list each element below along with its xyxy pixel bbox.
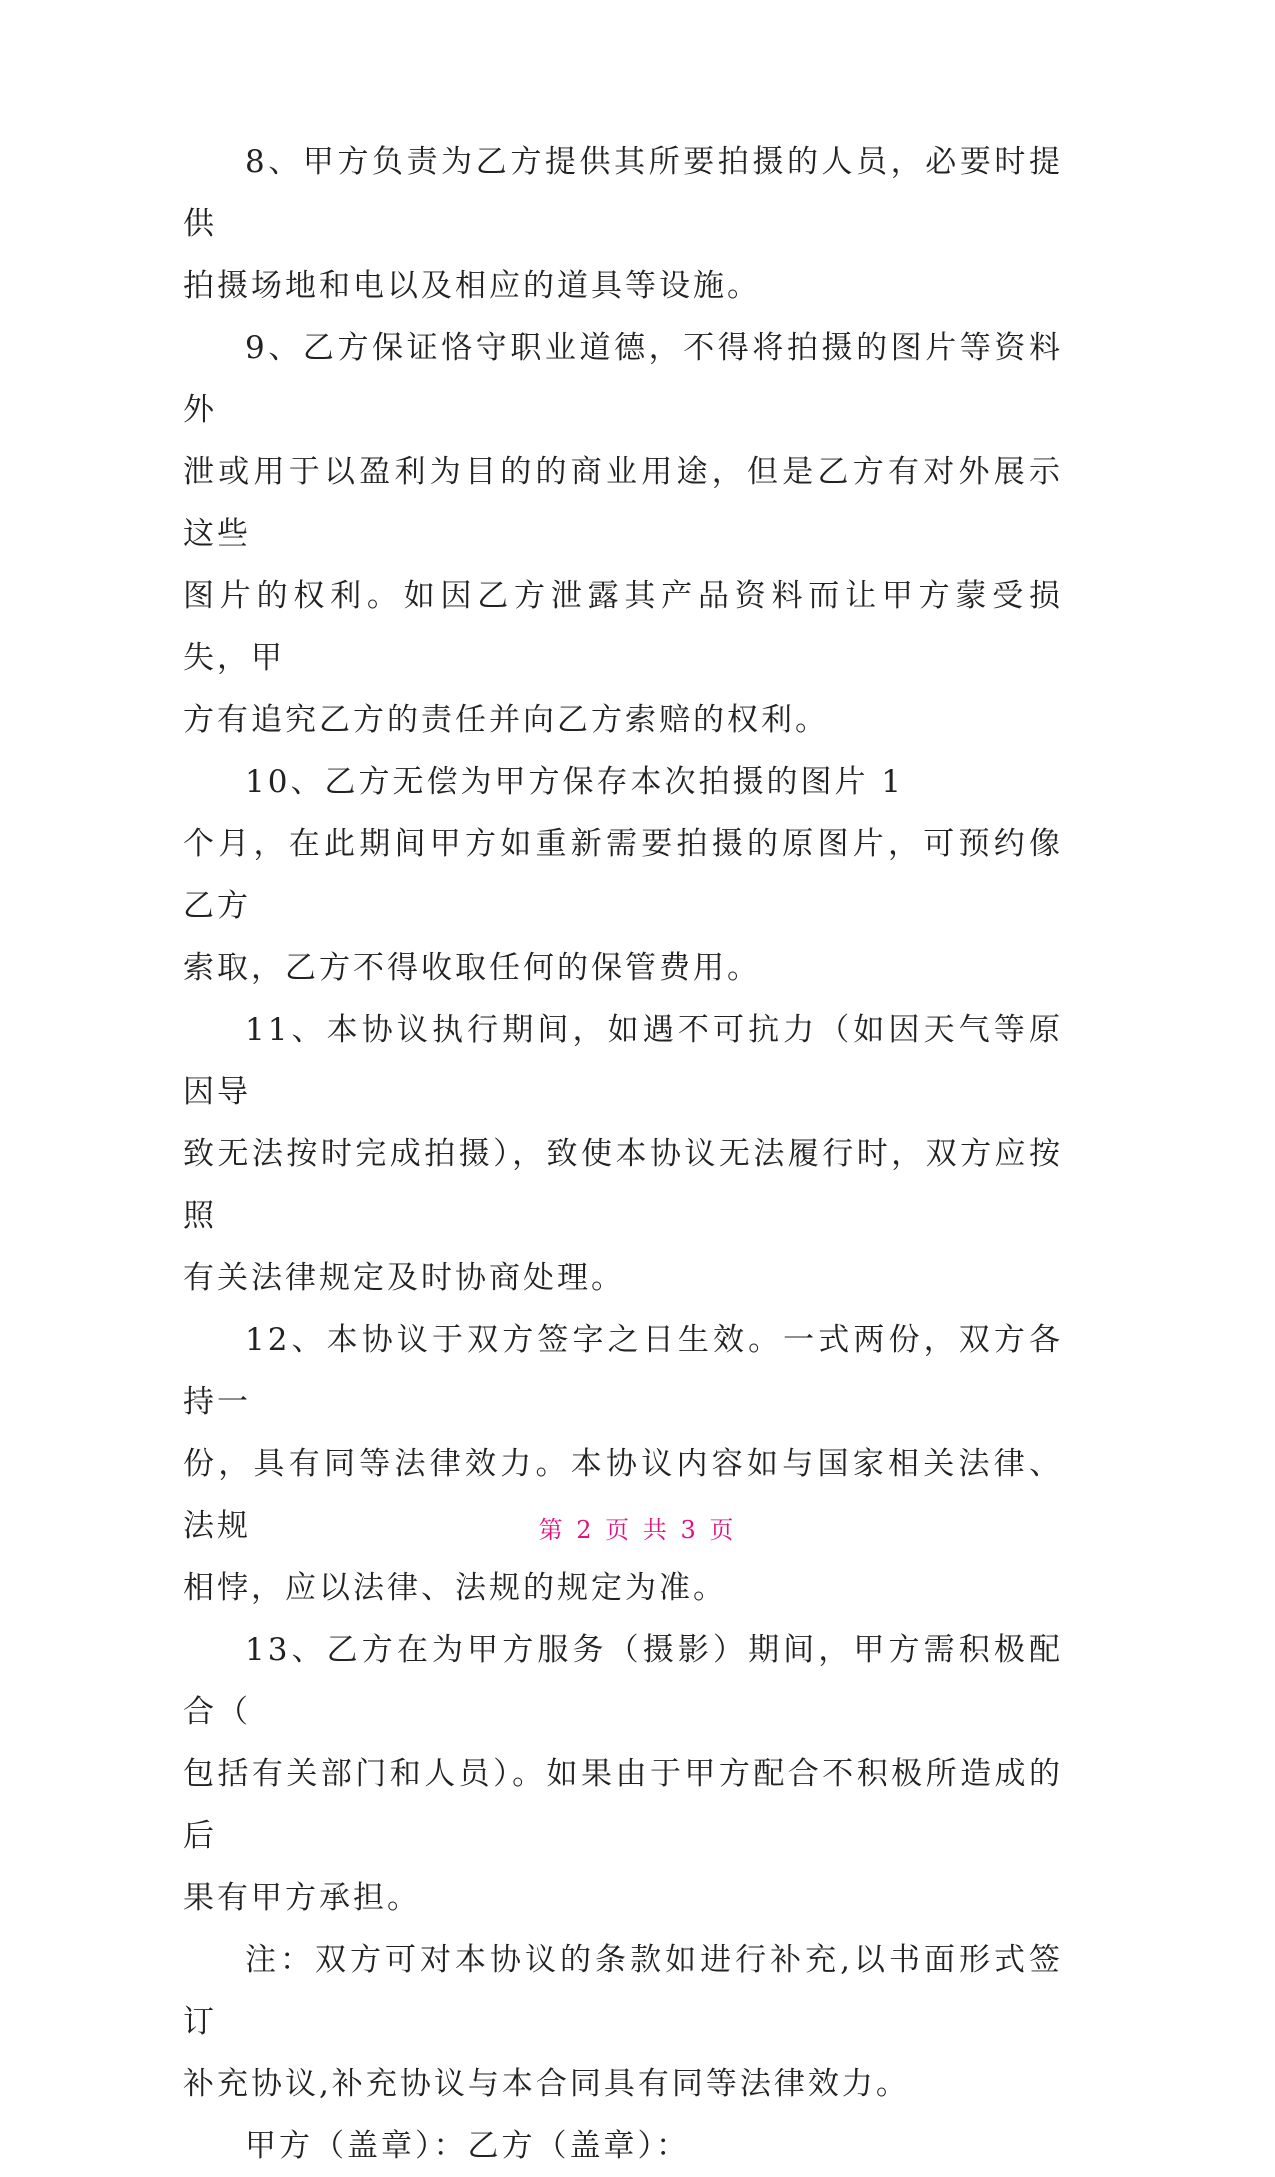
text-line: 10、乙方无偿为甲方保存本次拍摄的图片 1 bbox=[245, 764, 905, 800]
text-line: 有关法律规定及时协商处理。 bbox=[183, 1260, 625, 1296]
text-line: 包括有关部门和人员）。如果由于甲方配合不积极所造成的后 bbox=[183, 1756, 1063, 1854]
document-body bbox=[183, 131, 1063, 2177]
clause-13 bbox=[183, 1619, 1063, 1929]
clause-9 bbox=[183, 317, 1063, 751]
text-line: 图片的权利。如因乙方泄露其产品资料而让甲方蒙受损失，甲 bbox=[183, 578, 1063, 676]
text-line: 份，具有同等法律效力。本协议内容如与国家相关法律、法规 bbox=[183, 1446, 1063, 1544]
text-line: 拍摄场地和电以及相应的道具等设施。 bbox=[183, 268, 761, 304]
text-line: 致无法按时完成拍摄），致使本协议无法履行时，双方应按照 bbox=[183, 1136, 1063, 1234]
note-paragraph bbox=[183, 1929, 1063, 2115]
clause-8 bbox=[183, 131, 1063, 317]
text-line: 11、本协议执行期间，如遇不可抗力（如因天气等原因导 bbox=[183, 1012, 1063, 1110]
text-line: 相悖，应以法律、法规的规定为准。 bbox=[183, 1570, 727, 1606]
clause-12 bbox=[183, 1309, 1063, 1619]
text-line: 注：双方可对本协议的条款如进行补充,以书面形式签订 bbox=[183, 1942, 1063, 2040]
text-line: 个月，在此期间甲方如重新需要拍摄的原图片，可预约像乙方 bbox=[183, 826, 1063, 924]
signature-line bbox=[183, 2115, 1063, 2177]
text-line: 12、本协议于双方签字之日生效。一式两份，双方各持一 bbox=[183, 1322, 1063, 1420]
text-line: 补充协议,补充协议与本合同具有同等法律效力。 bbox=[183, 2066, 910, 2102]
text-line: 8、甲方负责为乙方提供其所要拍摄的人员，必要时提供 bbox=[183, 144, 1063, 242]
clause-11 bbox=[183, 999, 1063, 1309]
text-line: 甲方（盖章）：乙方（盖章）： bbox=[245, 2128, 690, 2164]
text-line: 9、乙方保证恪守职业道德，不得将拍摄的图片等资料外 bbox=[183, 330, 1063, 428]
text-line: 泄或用于以盈利为目的的商业用途，但是乙方有对外展示这些 bbox=[183, 454, 1063, 552]
text-line: 果有甲方承担。 bbox=[183, 1880, 421, 1916]
page-number-footer: 第 2 页 共 3 页 bbox=[538, 1516, 737, 1544]
text-line: 方有追究乙方的责任并向乙方索赔的权利。 bbox=[183, 702, 829, 738]
text-line: 13、乙方在为甲方服务（摄影）期间，甲方需积极配合（ bbox=[183, 1632, 1063, 1730]
text-line: 索取，乙方不得收取任何的保管费用。 bbox=[183, 950, 761, 986]
clause-10 bbox=[183, 751, 1063, 999]
